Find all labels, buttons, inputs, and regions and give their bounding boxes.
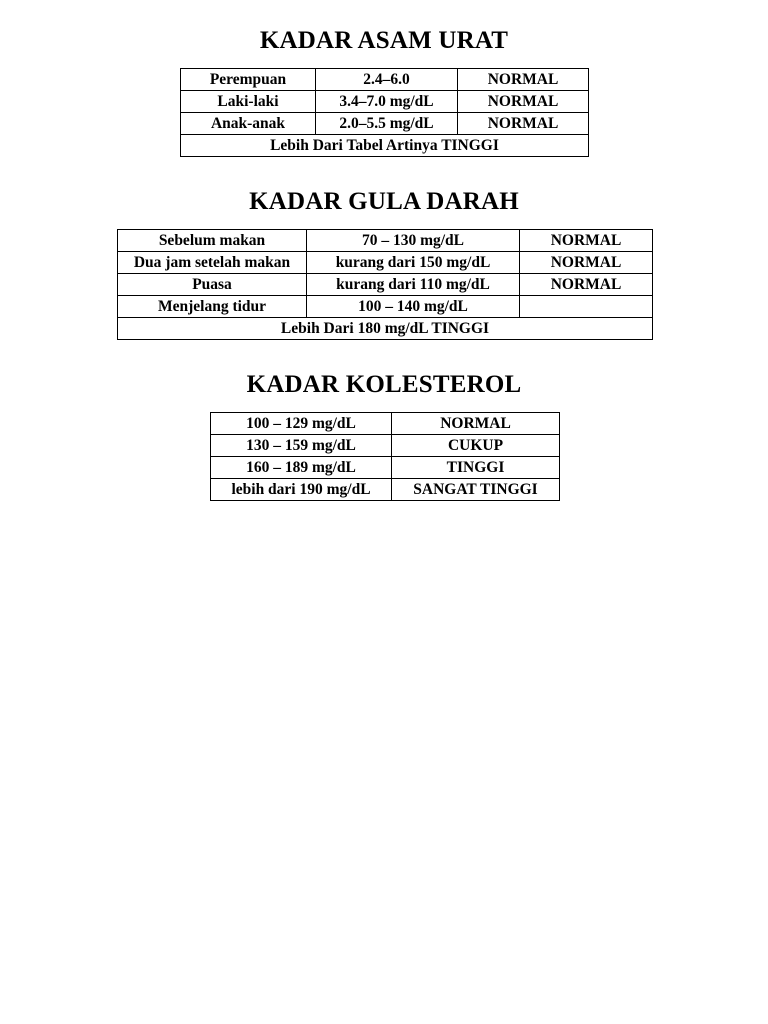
gula-darah-table (117, 229, 653, 340)
table-cell: 160 – 189 mg/dL (211, 457, 392, 479)
table-cell: 100 – 129 mg/dL (211, 413, 392, 435)
table-cell: Laki-laki (181, 91, 316, 113)
kolesterol-table (210, 412, 560, 501)
table-cell: NORMAL (520, 230, 653, 252)
table-cell: Sebelum makan (118, 230, 307, 252)
table-row (118, 274, 653, 296)
table-cell: kurang dari 110 mg/dL (307, 274, 520, 296)
table-cell: 2.0–5.5 mg/dL (316, 113, 458, 135)
table-cell: kurang dari 150 mg/dL (307, 252, 520, 274)
table-cell: 2.4–6.0 (316, 69, 458, 91)
table-cell: 3.4–7.0 mg/dL (316, 91, 458, 113)
table-row (181, 91, 589, 113)
table-footer-note: Lebih Dari 180 mg/dL TINGGI (118, 318, 653, 340)
table-row (211, 435, 560, 457)
table-cell: Anak-anak (181, 113, 316, 135)
table-cell: NORMAL (458, 91, 589, 113)
table-cell: CUKUP (392, 435, 560, 457)
table-row (211, 457, 560, 479)
table-row (118, 296, 653, 318)
table-cell: 130 – 159 mg/dL (211, 435, 392, 457)
table-cell: NORMAL (392, 413, 560, 435)
gula-darah-title: KADAR GULA DARAH (249, 188, 519, 215)
table-cell: NORMAL (458, 113, 589, 135)
table-cell: SANGAT TINGGI (392, 479, 560, 501)
asam-urat-table (180, 68, 589, 157)
table-cell: Menjelang tidur (118, 296, 307, 318)
table-row (181, 113, 589, 135)
kolesterol-title: KADAR KOLESTEROL (246, 371, 522, 398)
table-footer-row (118, 318, 653, 340)
table-cell: NORMAL (458, 69, 589, 91)
table-footer-note: Lebih Dari Tabel Artinya TINGGI (181, 135, 589, 157)
table-cell: NORMAL (520, 274, 653, 296)
table-row (211, 413, 560, 435)
asam-urat-title: KADAR ASAM URAT (259, 27, 509, 54)
table-cell: TINGGI (392, 457, 560, 479)
table-row (118, 252, 653, 274)
table-cell: Puasa (118, 274, 307, 296)
table-row (118, 230, 653, 252)
table-footer-row (181, 135, 589, 157)
table-cell (520, 296, 653, 318)
table-cell: lebih dari 190 mg/dL (211, 479, 392, 501)
table-cell: Dua jam setelah makan (118, 252, 307, 274)
table-row (181, 69, 589, 91)
table-cell: 100 – 140 mg/dL (307, 296, 520, 318)
table-cell: 70 – 130 mg/dL (307, 230, 520, 252)
table-cell: Perempuan (181, 69, 316, 91)
table-row (211, 479, 560, 501)
table-cell: NORMAL (520, 252, 653, 274)
